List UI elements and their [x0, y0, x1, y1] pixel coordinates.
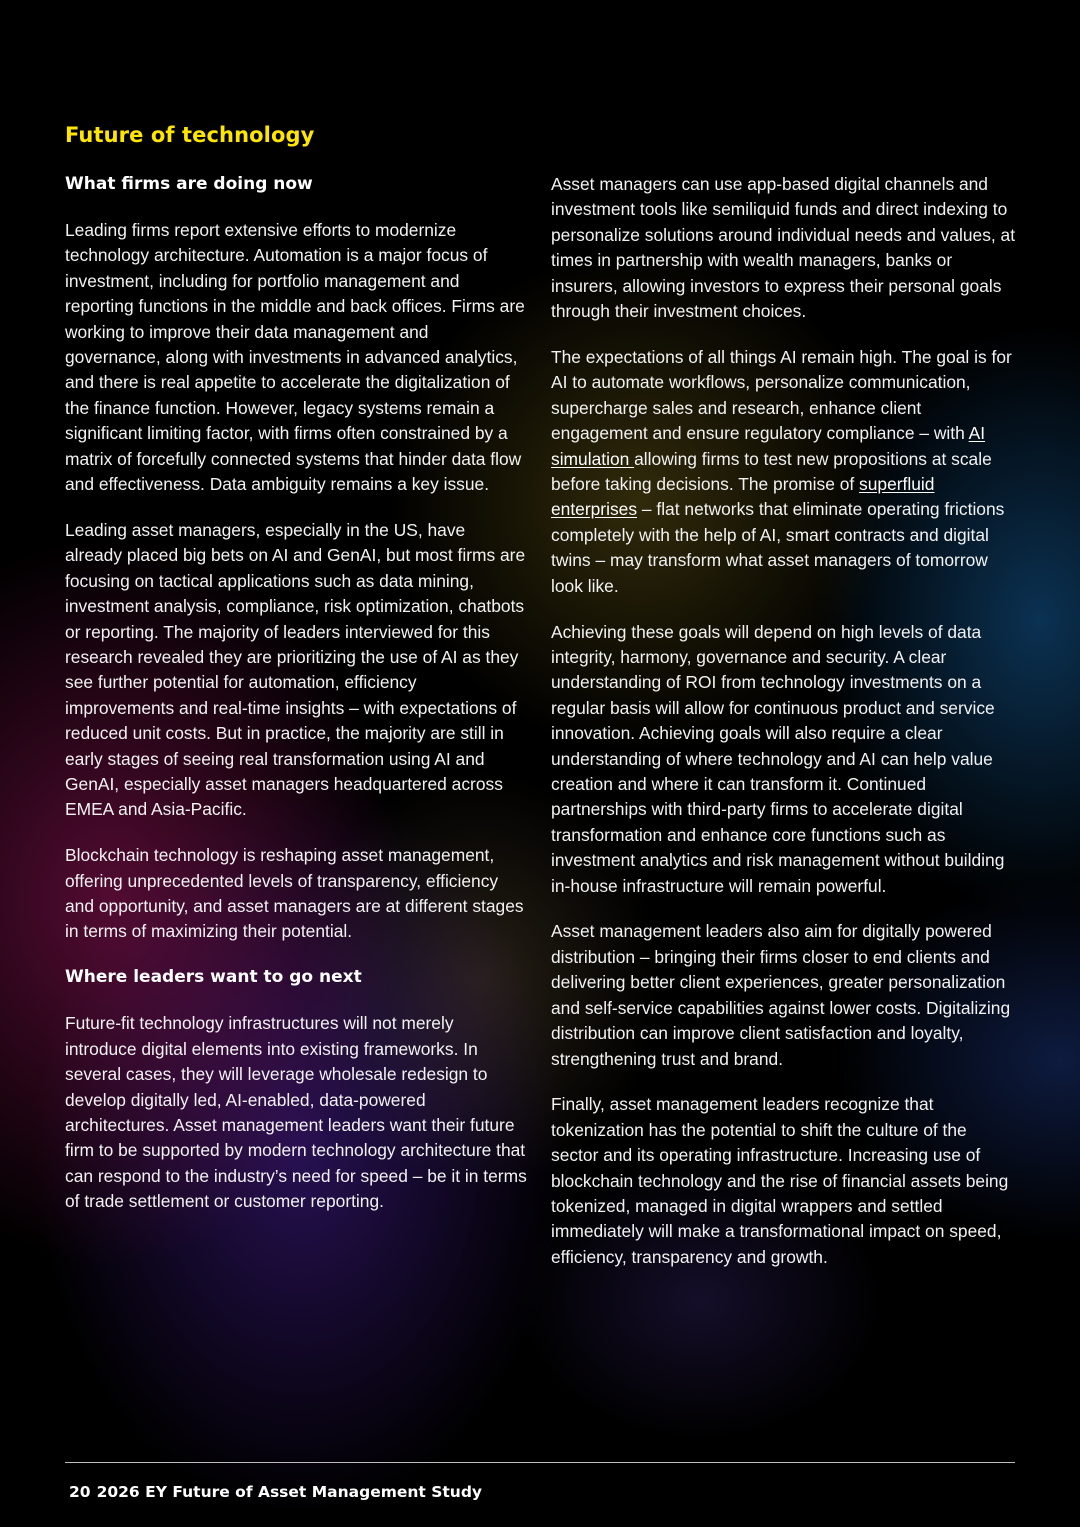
publication-title: 2026 EY Future of Asset Management Study: [96, 1483, 483, 1501]
section-heading-go-next: Where leaders want to go next: [65, 967, 362, 988]
paragraph-distribution: Asset management leaders also aim for digitally powered distribution – bringing their firms closer to end clients and delivering better client experiences, greater personalization and self-service capabilities against lower costs. Digitalizing distribution can improve client satisfaction and loyalty, strengthening trust and brand.: [551, 921, 1011, 1069]
page-number: 20: [69, 1483, 91, 1501]
text-segment: – flat networks that eliminate operating frictions completely with the help of AI, smart contracts and digital twins – may transform what asset managers of tomorrow look like.: [551, 499, 1005, 596]
paragraph-ai-expectations: [551, 345, 1016, 599]
link-ai-simulation[interactable]: AI simulation: [551, 423, 986, 469]
paragraph-digital-channels: Asset managers can use app-based digital channels and investment tools like semiliquid funds and direct indexing to personalize solutions around individual needs and values, at times in partnership with wealth managers, banks or insurers, allowing investors to express their personal goals through their investment choices.: [551, 174, 1016, 322]
paragraph-modernize: Leading firms report extensive efforts to modernize technology architecture. Automation is a major focus of investment, including for portfolio management and reporting functions in the middle and back offices. Firms are working to improve their data management and governance, along with investments in advanced analytics, and there is real appetite to accelerate the digitalization of the finance function. However, legacy systems remain a significant limiting factor, with firms often constrained by a matrix of forcefully connected systems that hinder data flow and effectiveness. Data ambiguity remains a key issue.: [65, 219, 525, 494]
section-heading-doing-now: What firms are doing now: [65, 174, 313, 194]
paragraph-data-integrity: Achieving these goals will depend on high levels of data integrity, harmony, governance and security. A clear understanding of ROI from technology investments on a regular basis will allow for continuous product and service innovation. Achieving goals will also require a clear understanding of where technology and AI can help value creation and where it can transform it. Continued partnerships with third-party firms to accelerate digital transformation and enhance core functions such as investment analytics and risk management without building in-house infrastructure will remain powerful.: [551, 621, 1005, 896]
page-footer: [69, 1483, 482, 1501]
left-column: [65, 172, 527, 1235]
page-title: Future of technology: [65, 123, 315, 147]
paragraph-ai-bets: Leading asset managers, especially in the US, have already placed big bets on AI and GenAI, but most firms are focusing on tactical applications such as data mining, investment analysis, compliance, risk optimization, chatbots or reporting. The majority of leaders interviewed for this research revealed they are prioritizing the use of AI as they see further potential for automation, efficiency improvements and real-time insights – with expectations of reduced unit costs. But in practice, the majority are still in early stages of seeing real transformation using AI and GenAI, especially asset managers headquartered across EMEA and Asia-Pacific.: [65, 519, 526, 820]
text-segment: The expectations of all things AI remain high. The goal is for AI to automate workflows, personalize communication, supercharge sales and research, enhance client engagement and ensure regulatory compliance – with: [551, 346, 1012, 444]
footer-divider: [65, 1462, 1015, 1463]
text-segment: allowing firms to test new propositions at scale before taking decisions. The promise of: [551, 448, 992, 494]
right-column: [551, 172, 1016, 1291]
paragraph-blockchain: Blockchain technology is reshaping asset management, offering unprecedented levels of transparency, efficiency and opportunity, and asset managers are at different stages in terms of maximizing their potential.: [65, 845, 524, 942]
link-superfluid-enterprises[interactable]: superfluid enterprises: [551, 473, 935, 520]
paragraph-tokenization: Finally, asset management leaders recognize that tokenization has the potential to shift the culture of the sector and its operating infrastructure. Increasing use of blockchain technology and the rise of financial assets being tokenized, managed in digital wrappers and settled immediately will make a transformational impact on speed, efficiency, transparency and growth.: [551, 1094, 1009, 1267]
paragraph-future-fit: Future-fit technology infrastructures will not merely introduce digital elements into existing frameworks. In several cases, they will leverage wholesale redesign to develop digitally led, AI-enabled, data-powered architectures. Asset management leaders want their future firm to be supported by modern technology architecture that can respond to the industry’s need for speed – be it in terms of trade settlement or customer reporting.: [65, 1013, 527, 1212]
